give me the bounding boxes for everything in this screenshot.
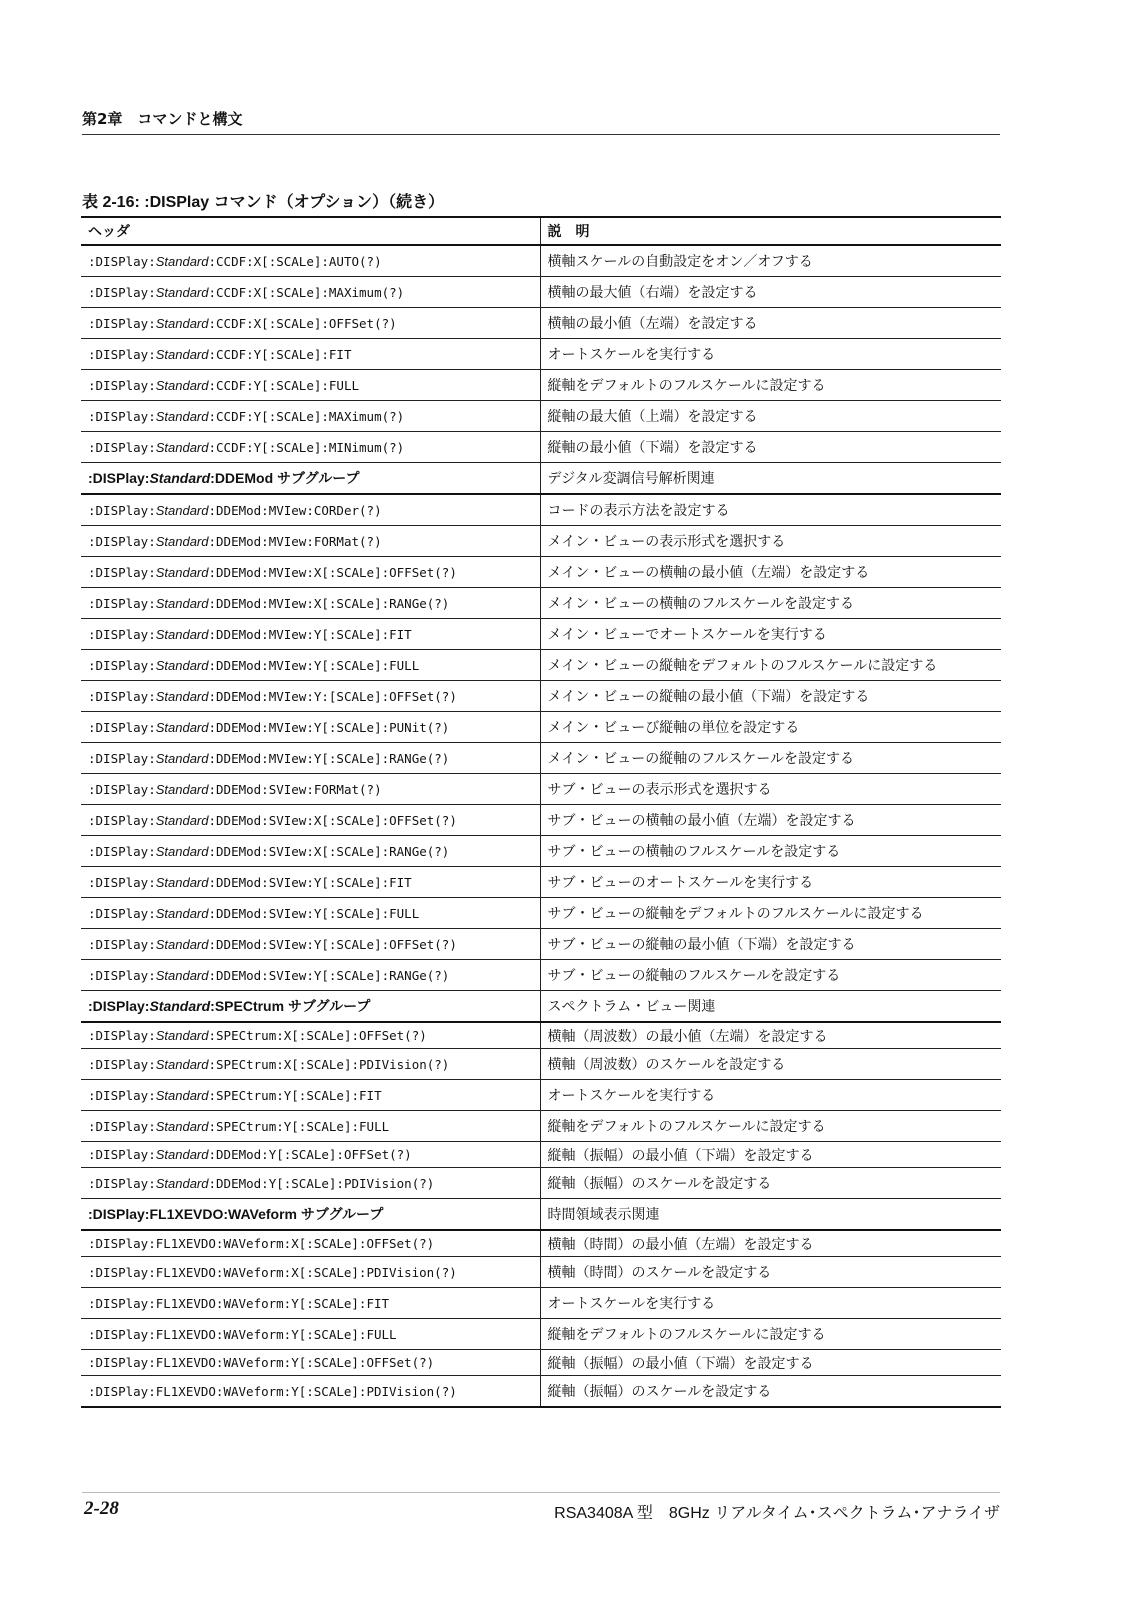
command-suffix: :DDEMod:SVIew:X[:SCALe]:OFFSet(?) bbox=[208, 812, 457, 828]
command-prefix: :DISPlay: bbox=[88, 967, 156, 983]
command-header-cell bbox=[81, 1168, 540, 1199]
command-prefix: :DISPlay: bbox=[88, 253, 156, 269]
command-prefix: :DISPlay: bbox=[88, 439, 156, 455]
table-row bbox=[81, 277, 1001, 308]
command-italic: Standard bbox=[155, 408, 209, 424]
command-italic: Standard bbox=[155, 346, 209, 362]
command-italic: Standard bbox=[155, 564, 209, 580]
command-prefix: :DISPlay: bbox=[88, 408, 156, 424]
command-suffix: :CCDF:X[:SCALe]:MAXimum(?) bbox=[208, 284, 405, 300]
command-suffix: :DDEMod:MVIew:X[:SCALe]:RANGe(?) bbox=[208, 595, 450, 611]
command-italic: Standard bbox=[155, 657, 209, 673]
command-prefix: :DISPlay: bbox=[88, 564, 156, 580]
command-prefix: :DISPlay: bbox=[88, 1087, 156, 1103]
table-row bbox=[81, 650, 1001, 681]
command-description-cell: 縦軸（振幅）のスケールを設定する bbox=[540, 1376, 1001, 1408]
command-header-cell bbox=[81, 960, 540, 991]
command-prefix: :DISPlay: bbox=[88, 843, 156, 859]
command-suffix: :SPECtrum:X[:SCALe]:PDIVision(?) bbox=[208, 1056, 450, 1072]
command-description-cell: オートスケールを実行する bbox=[540, 339, 1001, 370]
command-prefix: :DISPlay: bbox=[88, 470, 150, 486]
command-description-cell: コードの表示方法を設定する bbox=[540, 494, 1001, 526]
command-description-cell: スペクトラム・ビュー関連 bbox=[540, 991, 1001, 1023]
command-description-cell: サブ・ビューの横軸の最小値（左端）を設定する bbox=[540, 805, 1001, 836]
command-prefix: :DISPlay: bbox=[88, 750, 156, 766]
command-prefix: :DISPlay:FL1XEVDO:WAVeform サブグループ bbox=[88, 1206, 384, 1222]
subgroup-row bbox=[81, 463, 1001, 495]
command-italic: Standard bbox=[155, 750, 209, 766]
command-italic: Standard bbox=[149, 998, 211, 1014]
command-prefix: :DISPlay: bbox=[88, 346, 156, 362]
command-italic: Standard bbox=[155, 688, 209, 704]
command-suffix: :DDEMod:Y[:SCALe]:OFFSet(?) bbox=[208, 1147, 412, 1162]
table-title: 表 2-16: :DISPlay コマンド（オプション）（続き） bbox=[82, 194, 445, 211]
command-suffix: :CCDF:Y[:SCALe]:FIT bbox=[208, 346, 352, 362]
table-row bbox=[81, 1288, 1001, 1319]
command-prefix: :DISPlay: bbox=[88, 533, 156, 549]
command-description-cell: サブ・ビューの縦軸をデフォルトのフルスケールに設定する bbox=[540, 898, 1001, 929]
table-row bbox=[81, 1319, 1001, 1350]
table-row bbox=[81, 1080, 1001, 1111]
command-prefix: :DISPlay: bbox=[88, 781, 156, 797]
command-description-cell: サブ・ビューの縦軸の最小値（下端）を設定する bbox=[540, 929, 1001, 960]
command-description-cell: 縦軸（振幅）の最小値（下端）を設定する bbox=[540, 1142, 1001, 1168]
command-header-cell bbox=[81, 681, 540, 712]
command-prefix: :DISPlay: bbox=[88, 626, 156, 642]
command-header-cell bbox=[81, 401, 540, 432]
command-header-cell bbox=[81, 991, 540, 1023]
command-header-cell bbox=[81, 1230, 540, 1257]
command-suffix: :DDEMod:MVIew:Y[:SCALe]:PUNit(?) bbox=[208, 719, 450, 735]
command-suffix: :CCDF:X[:SCALe]:AUTO(?) bbox=[208, 253, 382, 269]
command-prefix: :DISPlay: bbox=[88, 315, 156, 331]
command-italic: Standard bbox=[155, 502, 209, 518]
command-prefix: :DISPlay: bbox=[88, 874, 156, 890]
table-row bbox=[81, 245, 1001, 277]
command-description-cell: 横軸（時間）のスケールを設定する bbox=[540, 1257, 1001, 1288]
table-row bbox=[81, 494, 1001, 526]
command-header-cell bbox=[81, 898, 540, 929]
command-header-cell bbox=[81, 1142, 540, 1168]
command-header-cell bbox=[81, 339, 540, 370]
table-row bbox=[81, 1022, 1001, 1049]
table-row bbox=[81, 898, 1001, 929]
chapter-heading: 第2章 コマンドと構文 bbox=[82, 108, 1000, 135]
command-header-cell bbox=[81, 1257, 540, 1288]
command-description-cell: メイン・ビューの表示形式を選択する bbox=[540, 526, 1001, 557]
command-description-cell: 横軸（時間）の最小値（左端）を設定する bbox=[540, 1230, 1001, 1257]
command-description-cell: サブ・ビューのオートスケールを実行する bbox=[540, 867, 1001, 898]
table-row bbox=[81, 1142, 1001, 1168]
command-prefix: :DISPlay:FL1XEVDO:WAVeform:X[:SCALe]:PDIVision(?) bbox=[88, 1264, 457, 1280]
table-row bbox=[81, 805, 1001, 836]
table-row bbox=[81, 1168, 1001, 1199]
footer-rule bbox=[82, 1492, 1000, 1493]
command-description-cell: 縦軸をデフォルトのフルスケールに設定する bbox=[540, 1319, 1001, 1350]
command-prefix: :DISPlay:FL1XEVDO:WAVeform:Y[:SCALe]:FIT bbox=[88, 1295, 390, 1311]
command-suffix: :CCDF:Y[:SCALe]:MAXimum(?) bbox=[208, 408, 405, 424]
command-suffix: :CCDF:Y[:SCALe]:FULL bbox=[208, 377, 360, 393]
command-description-cell: 横軸（周波数）の最小値（左端）を設定する bbox=[540, 1022, 1001, 1049]
table-row bbox=[81, 1257, 1001, 1288]
command-italic: Standard bbox=[155, 1175, 209, 1191]
command-description-cell: メイン・ビューの縦軸をデフォルトのフルスケールに設定する bbox=[540, 650, 1001, 681]
command-description-cell: 横軸の最大値（右端）を設定する bbox=[540, 277, 1001, 308]
command-italic: Standard bbox=[155, 626, 209, 642]
command-italic: Standard bbox=[155, 284, 209, 300]
command-italic: Standard bbox=[155, 315, 209, 331]
table-row bbox=[81, 432, 1001, 463]
command-suffix: :SPECtrum:Y[:SCALe]:FULL bbox=[208, 1118, 390, 1134]
command-suffix: :DDEMod:SVIew:FORMat(?) bbox=[208, 781, 382, 797]
command-italic: Standard bbox=[155, 812, 209, 828]
command-header-cell bbox=[81, 619, 540, 650]
command-header-cell bbox=[81, 526, 540, 557]
command-header-cell bbox=[81, 1111, 540, 1142]
command-suffix: :DDEMod:SVIew:Y[:SCALe]:RANGe(?) bbox=[208, 967, 450, 983]
command-prefix: :DISPlay: bbox=[88, 719, 156, 735]
table-row bbox=[81, 619, 1001, 650]
command-header-cell bbox=[81, 494, 540, 526]
command-description-cell: メイン・ビューの横軸の最小値（左端）を設定する bbox=[540, 557, 1001, 588]
table-row bbox=[81, 401, 1001, 432]
command-header-cell bbox=[81, 1319, 540, 1350]
command-header-cell bbox=[81, 774, 540, 805]
command-italic: Standard bbox=[155, 781, 209, 797]
command-description-cell: 横軸（周波数）のスケールを設定する bbox=[540, 1049, 1001, 1080]
command-suffix: :DDEMod:MVIew:Y[:SCALe]:FIT bbox=[208, 626, 412, 642]
command-header-cell bbox=[81, 1080, 540, 1111]
command-description-cell: オートスケールを実行する bbox=[540, 1288, 1001, 1319]
command-suffix: :CCDF:Y[:SCALe]:MINimum(?) bbox=[208, 439, 405, 455]
command-header-cell bbox=[81, 836, 540, 867]
command-header-cell bbox=[81, 245, 540, 277]
command-description-cell: オートスケールを実行する bbox=[540, 1080, 1001, 1111]
command-suffix: :DDEMod:SVIew:Y[:SCALe]:OFFSet(?) bbox=[208, 936, 457, 952]
table-row bbox=[81, 1049, 1001, 1080]
table-row bbox=[81, 588, 1001, 619]
command-italic: Standard bbox=[155, 595, 209, 611]
command-italic: Standard bbox=[155, 936, 209, 952]
table-row bbox=[81, 774, 1001, 805]
command-description-cell: メイン・ビューの縦軸のフルスケールを設定する bbox=[540, 743, 1001, 774]
command-description-cell: 縦軸の最小値（下端）を設定する bbox=[540, 432, 1001, 463]
table-row bbox=[81, 557, 1001, 588]
command-suffix: :DDEMod:MVIew:Y[:SCALe]:FULL bbox=[208, 657, 420, 673]
command-italic: Standard bbox=[155, 533, 209, 549]
table-row bbox=[81, 836, 1001, 867]
table-row bbox=[81, 1111, 1001, 1142]
command-suffix: :DDEMod:SVIew:X[:SCALe]:RANGe(?) bbox=[208, 843, 450, 859]
command-description-cell: 縦軸（振幅）の最小値（下端）を設定する bbox=[540, 1350, 1001, 1376]
command-prefix: :DISPlay:FL1XEVDO:WAVeform:Y[:SCALe]:OFFSet(?) bbox=[88, 1355, 435, 1370]
command-header-cell bbox=[81, 650, 540, 681]
command-description-cell: メイン・ビューび縦軸の単位を設定する bbox=[540, 712, 1001, 743]
command-header-cell bbox=[81, 805, 540, 836]
command-description-cell: サブ・ビューの横軸のフルスケールを設定する bbox=[540, 836, 1001, 867]
command-suffix: :DDEMod:MVIew:FORMat(?) bbox=[208, 533, 382, 549]
table-row bbox=[81, 526, 1001, 557]
document-title: RSA3408A 型 8GHz リアルタイム･スペクトラム･アナライザ bbox=[554, 1505, 1000, 1522]
command-suffix: :SPECtrum サブグループ bbox=[210, 998, 371, 1014]
command-suffix: :DDEMod サブグループ bbox=[210, 470, 360, 486]
command-description-cell: デジタル変調信号解析関連 bbox=[540, 463, 1001, 495]
command-description-cell: 縦軸の最大値（上端）を設定する bbox=[540, 401, 1001, 432]
command-prefix: :DISPlay: bbox=[88, 1118, 156, 1134]
page-number: 2-28 bbox=[84, 1498, 119, 1519]
command-prefix: :DISPlay: bbox=[88, 936, 156, 952]
command-italic: Standard bbox=[155, 253, 209, 269]
command-prefix: :DISPlay:FL1XEVDO:WAVeform:X[:SCALe]:OFFSet(?) bbox=[88, 1236, 435, 1251]
command-prefix: :DISPlay: bbox=[88, 502, 156, 518]
command-suffix: :DDEMod:MVIew:Y[:SCALe]:RANGe(?) bbox=[208, 750, 450, 766]
command-header-cell bbox=[81, 432, 540, 463]
command-suffix: :DDEMod:MVIew:X[:SCALe]:OFFSet(?) bbox=[208, 564, 457, 580]
command-header-cell bbox=[81, 1049, 540, 1080]
command-suffix: :DDEMod:SVIew:Y[:SCALe]:FIT bbox=[208, 874, 412, 890]
table-row bbox=[81, 1376, 1001, 1408]
command-header-cell bbox=[81, 1199, 540, 1231]
command-italic: Standard bbox=[155, 1028, 209, 1043]
table-row bbox=[81, 960, 1001, 991]
command-italic: Standard bbox=[155, 1118, 209, 1134]
command-header-cell bbox=[81, 712, 540, 743]
command-header-cell bbox=[81, 557, 540, 588]
subgroup-row bbox=[81, 1199, 1001, 1231]
command-prefix: :DISPlay: bbox=[88, 1175, 156, 1191]
command-prefix: :DISPlay: bbox=[88, 688, 156, 704]
command-italic: Standard bbox=[155, 1056, 209, 1072]
command-prefix: :DISPlay: bbox=[88, 657, 156, 673]
command-description-cell: サブ・ビューの縦軸のフルスケールを設定する bbox=[540, 960, 1001, 991]
command-description-cell: メイン・ビューでオートスケールを実行する bbox=[540, 619, 1001, 650]
command-prefix: :DISPlay: bbox=[88, 1056, 156, 1072]
table-row bbox=[81, 308, 1001, 339]
command-prefix: :DISPlay: bbox=[88, 1028, 156, 1043]
command-description-cell: 時間領域表示関連 bbox=[540, 1199, 1001, 1231]
command-prefix: :DISPlay: bbox=[88, 377, 156, 393]
command-italic: Standard bbox=[155, 905, 209, 921]
command-header-cell bbox=[81, 308, 540, 339]
table-row bbox=[81, 867, 1001, 898]
command-italic: Standard bbox=[155, 377, 209, 393]
command-prefix: :DISPlay: bbox=[88, 998, 150, 1014]
column-header-header: ヘッダ bbox=[81, 217, 540, 245]
command-description-cell: 縦軸（振幅）のスケールを設定する bbox=[540, 1168, 1001, 1199]
command-suffix: :DDEMod:Y[:SCALe]:PDIVision(?) bbox=[208, 1175, 435, 1191]
table-row bbox=[81, 339, 1001, 370]
command-prefix: :DISPlay: bbox=[88, 284, 156, 300]
table-row bbox=[81, 681, 1001, 712]
command-header-cell bbox=[81, 929, 540, 960]
command-italic: Standard bbox=[155, 719, 209, 735]
command-header-cell bbox=[81, 588, 540, 619]
command-suffix: :DDEMod:MVIew:Y:[SCALe]:OFFSet(?) bbox=[208, 688, 457, 704]
command-italic: Standard bbox=[155, 967, 209, 983]
command-prefix: :DISPlay: bbox=[88, 1147, 156, 1162]
command-description-cell: メイン・ビューの横軸のフルスケールを設定する bbox=[540, 588, 1001, 619]
command-description-cell: 横軸の最小値（左端）を設定する bbox=[540, 308, 1001, 339]
table-row bbox=[81, 743, 1001, 774]
command-description-cell: メイン・ビューの縦軸の最小値（下端）を設定する bbox=[540, 681, 1001, 712]
command-header-cell bbox=[81, 1288, 540, 1319]
command-suffix: :SPECtrum:Y[:SCALe]:FIT bbox=[208, 1087, 382, 1103]
command-italic: Standard bbox=[155, 843, 209, 859]
command-suffix: :DDEMod:SVIew:Y[:SCALe]:FULL bbox=[208, 905, 420, 921]
command-prefix: :DISPlay: bbox=[88, 812, 156, 828]
command-header-cell bbox=[81, 867, 540, 898]
table-row bbox=[81, 1230, 1001, 1257]
command-italic: Standard bbox=[155, 439, 209, 455]
command-header-cell bbox=[81, 463, 540, 495]
column-header-description: 説 明 bbox=[540, 217, 1001, 245]
command-description-cell: 縦軸をデフォルトのフルスケールに設定する bbox=[540, 1111, 1001, 1142]
command-description-cell: 縦軸をデフォルトのフルスケールに設定する bbox=[540, 370, 1001, 401]
table-header-row bbox=[81, 217, 1001, 245]
command-header-cell bbox=[81, 1376, 540, 1408]
command-italic: Standard bbox=[155, 874, 209, 890]
command-description-cell: 横軸スケールの自動設定をオン／オフする bbox=[540, 245, 1001, 277]
subgroup-row bbox=[81, 991, 1001, 1023]
command-suffix: :SPECtrum:X[:SCALe]:OFFSet(?) bbox=[208, 1028, 427, 1043]
command-table bbox=[81, 216, 1001, 1408]
command-prefix: :DISPlay: bbox=[88, 595, 156, 611]
table-row bbox=[81, 1350, 1001, 1376]
command-italic: Standard bbox=[155, 1087, 209, 1103]
command-suffix: :DDEMod:MVIew:CORDer(?) bbox=[208, 502, 382, 518]
command-description-cell: サブ・ビューの表示形式を選択する bbox=[540, 774, 1001, 805]
command-header-cell bbox=[81, 277, 540, 308]
command-header-cell bbox=[81, 1022, 540, 1049]
command-italic: Standard bbox=[149, 470, 211, 486]
command-suffix: :CCDF:X[:SCALe]:OFFSet(?) bbox=[208, 315, 397, 331]
command-prefix: :DISPlay:FL1XEVDO:WAVeform:Y[:SCALe]:PDIVision(?) bbox=[88, 1383, 457, 1399]
command-header-cell bbox=[81, 743, 540, 774]
command-prefix: :DISPlay:FL1XEVDO:WAVeform:Y[:SCALe]:FULL bbox=[88, 1326, 397, 1342]
table-row bbox=[81, 712, 1001, 743]
command-prefix: :DISPlay: bbox=[88, 905, 156, 921]
command-header-cell bbox=[81, 1350, 540, 1376]
command-header-cell bbox=[81, 370, 540, 401]
command-italic: Standard bbox=[155, 1147, 209, 1162]
table-row bbox=[81, 370, 1001, 401]
table-row bbox=[81, 929, 1001, 960]
